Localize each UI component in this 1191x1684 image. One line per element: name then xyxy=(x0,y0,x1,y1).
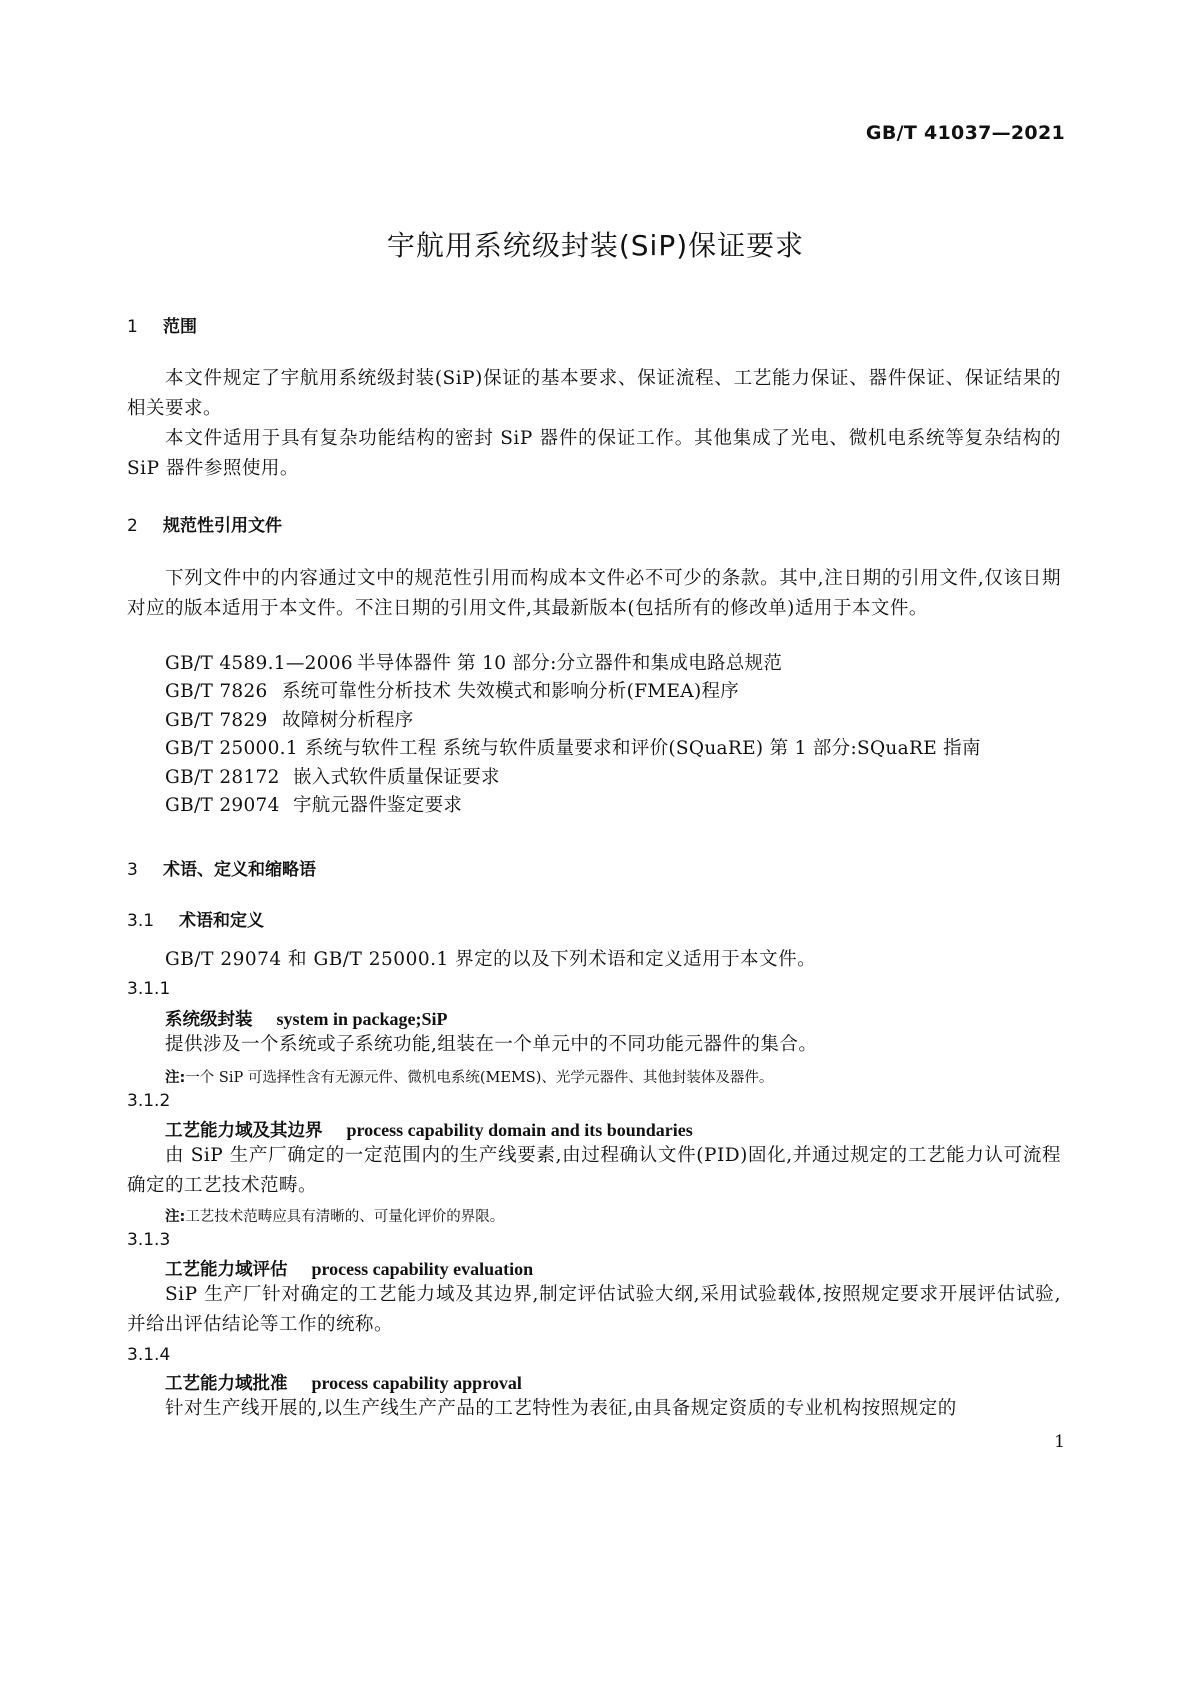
reference-title: 半导体器件 第 10 部分:分立器件和集成电路总规范 xyxy=(357,653,783,674)
term-note xyxy=(165,1066,773,1087)
reference-title: 系统可靠性分析技术 失效模式和影响分析(FMEA)程序 xyxy=(282,681,740,702)
reference-title: 系统与软件工程 系统与软件质量要求和评价(SQuaRE) 第 1 部分:SQuaRE 指南 xyxy=(305,738,981,759)
standard-number: GB/T 41037—2021 xyxy=(865,122,1065,144)
term-heading xyxy=(165,1006,448,1031)
reference-item xyxy=(165,791,462,821)
reference-code: GB/T 7829 xyxy=(165,710,268,731)
term-number: 3.1.4 xyxy=(127,1345,171,1365)
term-definition: 提供涉及一个系统或子系统功能,组装在一个单元中的不同功能元器件的集合。 xyxy=(165,1034,818,1055)
term-zh: 工艺能力域批准 xyxy=(165,1374,288,1394)
term-definition: SiP 生产厂针对确定的工艺能力域及其边界,制定评估试验大纲,采用试验载体,按照规定要求开展评估试验,并给出评估结论等工作的统称。 xyxy=(127,1284,1061,1335)
term-en: system in package;SiP xyxy=(276,1009,448,1029)
section-number: 3.1 xyxy=(127,911,155,931)
reference-item xyxy=(165,649,782,679)
term-definition: 针对生产线开展的,以生产线生产产品的工艺特性为表征,由具备规定资质的专业机构按照规定的 xyxy=(165,1398,957,1419)
section-1-heading xyxy=(127,312,197,337)
section-number: 3 xyxy=(127,860,138,880)
term-heading xyxy=(165,1117,693,1142)
normative-references-intro: 下列文件中的内容通过文中的规范性引用而构成本文件必不可少的条款。其中,注日期的引用文件,仅该日期对应的版本适用于本文件。不注日期的引用文件,其最新版本(包括所有的修改单)适用于本文件。 xyxy=(127,568,1061,619)
reference-title: 故障树分析程序 xyxy=(282,710,414,731)
reference-code: GB/T 4589.1—2006 xyxy=(165,653,353,674)
reference-code: GB/T 29074 xyxy=(165,795,280,816)
term-zh: 工艺能力域评估 xyxy=(165,1260,288,1280)
section-title: 范围 xyxy=(163,317,197,337)
reference-title: 嵌入式软件质量保证要求 xyxy=(293,767,500,788)
reference-code: GB/T 25000.1 xyxy=(165,738,298,759)
section-title: 规范性引用文件 xyxy=(163,516,282,536)
term-zh: 工艺能力域及其边界 xyxy=(165,1121,323,1141)
term-en: process capability approval xyxy=(311,1373,522,1393)
section-title: 术语和定义 xyxy=(179,911,264,931)
note-label: 注: xyxy=(165,1209,186,1225)
section-number: 2 xyxy=(127,516,138,536)
note-text: 一个 SiP 可选择性含有无源元件、微机电系统(MEMS)、光学元器件、其他封装体及器件。 xyxy=(185,1070,774,1086)
reference-item xyxy=(165,706,414,736)
term-heading xyxy=(165,1256,533,1281)
term-number: 3.1.2 xyxy=(127,1091,171,1111)
term-number: 3.1.3 xyxy=(127,1230,171,1250)
reference-item xyxy=(165,734,981,764)
document-title: 宇航用系统级封装(SiP)保证要求 xyxy=(386,229,805,262)
section-2-heading xyxy=(127,511,282,536)
reference-item xyxy=(165,677,739,707)
reference-code: GB/T 7826 xyxy=(165,681,268,702)
section-title: 术语、定义和缩略语 xyxy=(163,860,316,880)
reference-item xyxy=(165,763,500,793)
term-number: 3.1.1 xyxy=(127,979,171,999)
term-heading xyxy=(165,1370,522,1395)
page-number: 1 xyxy=(1054,1432,1065,1452)
term-en: process capability domain and its boundaries xyxy=(346,1120,693,1140)
term-definition: 由 SiP 生产厂确定的一定范围内的生产线要素,由过程确认文件(PID)固化,并通过规定的工艺能力认可流程确定的工艺技术范畴。 xyxy=(127,1145,1061,1196)
scope-paragraph-2: 本文件适用于具有复杂功能结构的密封 SiP 器件的保证工作。其他集成了光电、微机电系统等复杂结构的 SiP 器件参照使用。 xyxy=(127,428,1061,479)
term-zh: 系统级封装 xyxy=(165,1010,253,1030)
reference-title: 宇航元器件鉴定要求 xyxy=(293,795,463,816)
term-note xyxy=(165,1205,504,1226)
reference-code: GB/T 28172 xyxy=(165,767,280,788)
note-label: 注: xyxy=(165,1070,186,1086)
section-3-heading xyxy=(127,855,316,880)
term-en: process capability evaluation xyxy=(311,1259,534,1279)
terms-intro: GB/T 29074 和 GB/T 25000.1 界定的以及下列术语和定义适用于本文件。 xyxy=(165,949,817,970)
note-text: 工艺技术范畴应具有清晰的、可量化评价的界限。 xyxy=(185,1209,505,1225)
scope-paragraph-1: 本文件规定了宇航用系统级封装(SiP)保证的基本要求、保证流程、工艺能力保证、器件保证、保证结果的相关要求。 xyxy=(127,368,1061,419)
section-number: 1 xyxy=(127,317,138,337)
section-3-1-heading xyxy=(127,906,264,931)
